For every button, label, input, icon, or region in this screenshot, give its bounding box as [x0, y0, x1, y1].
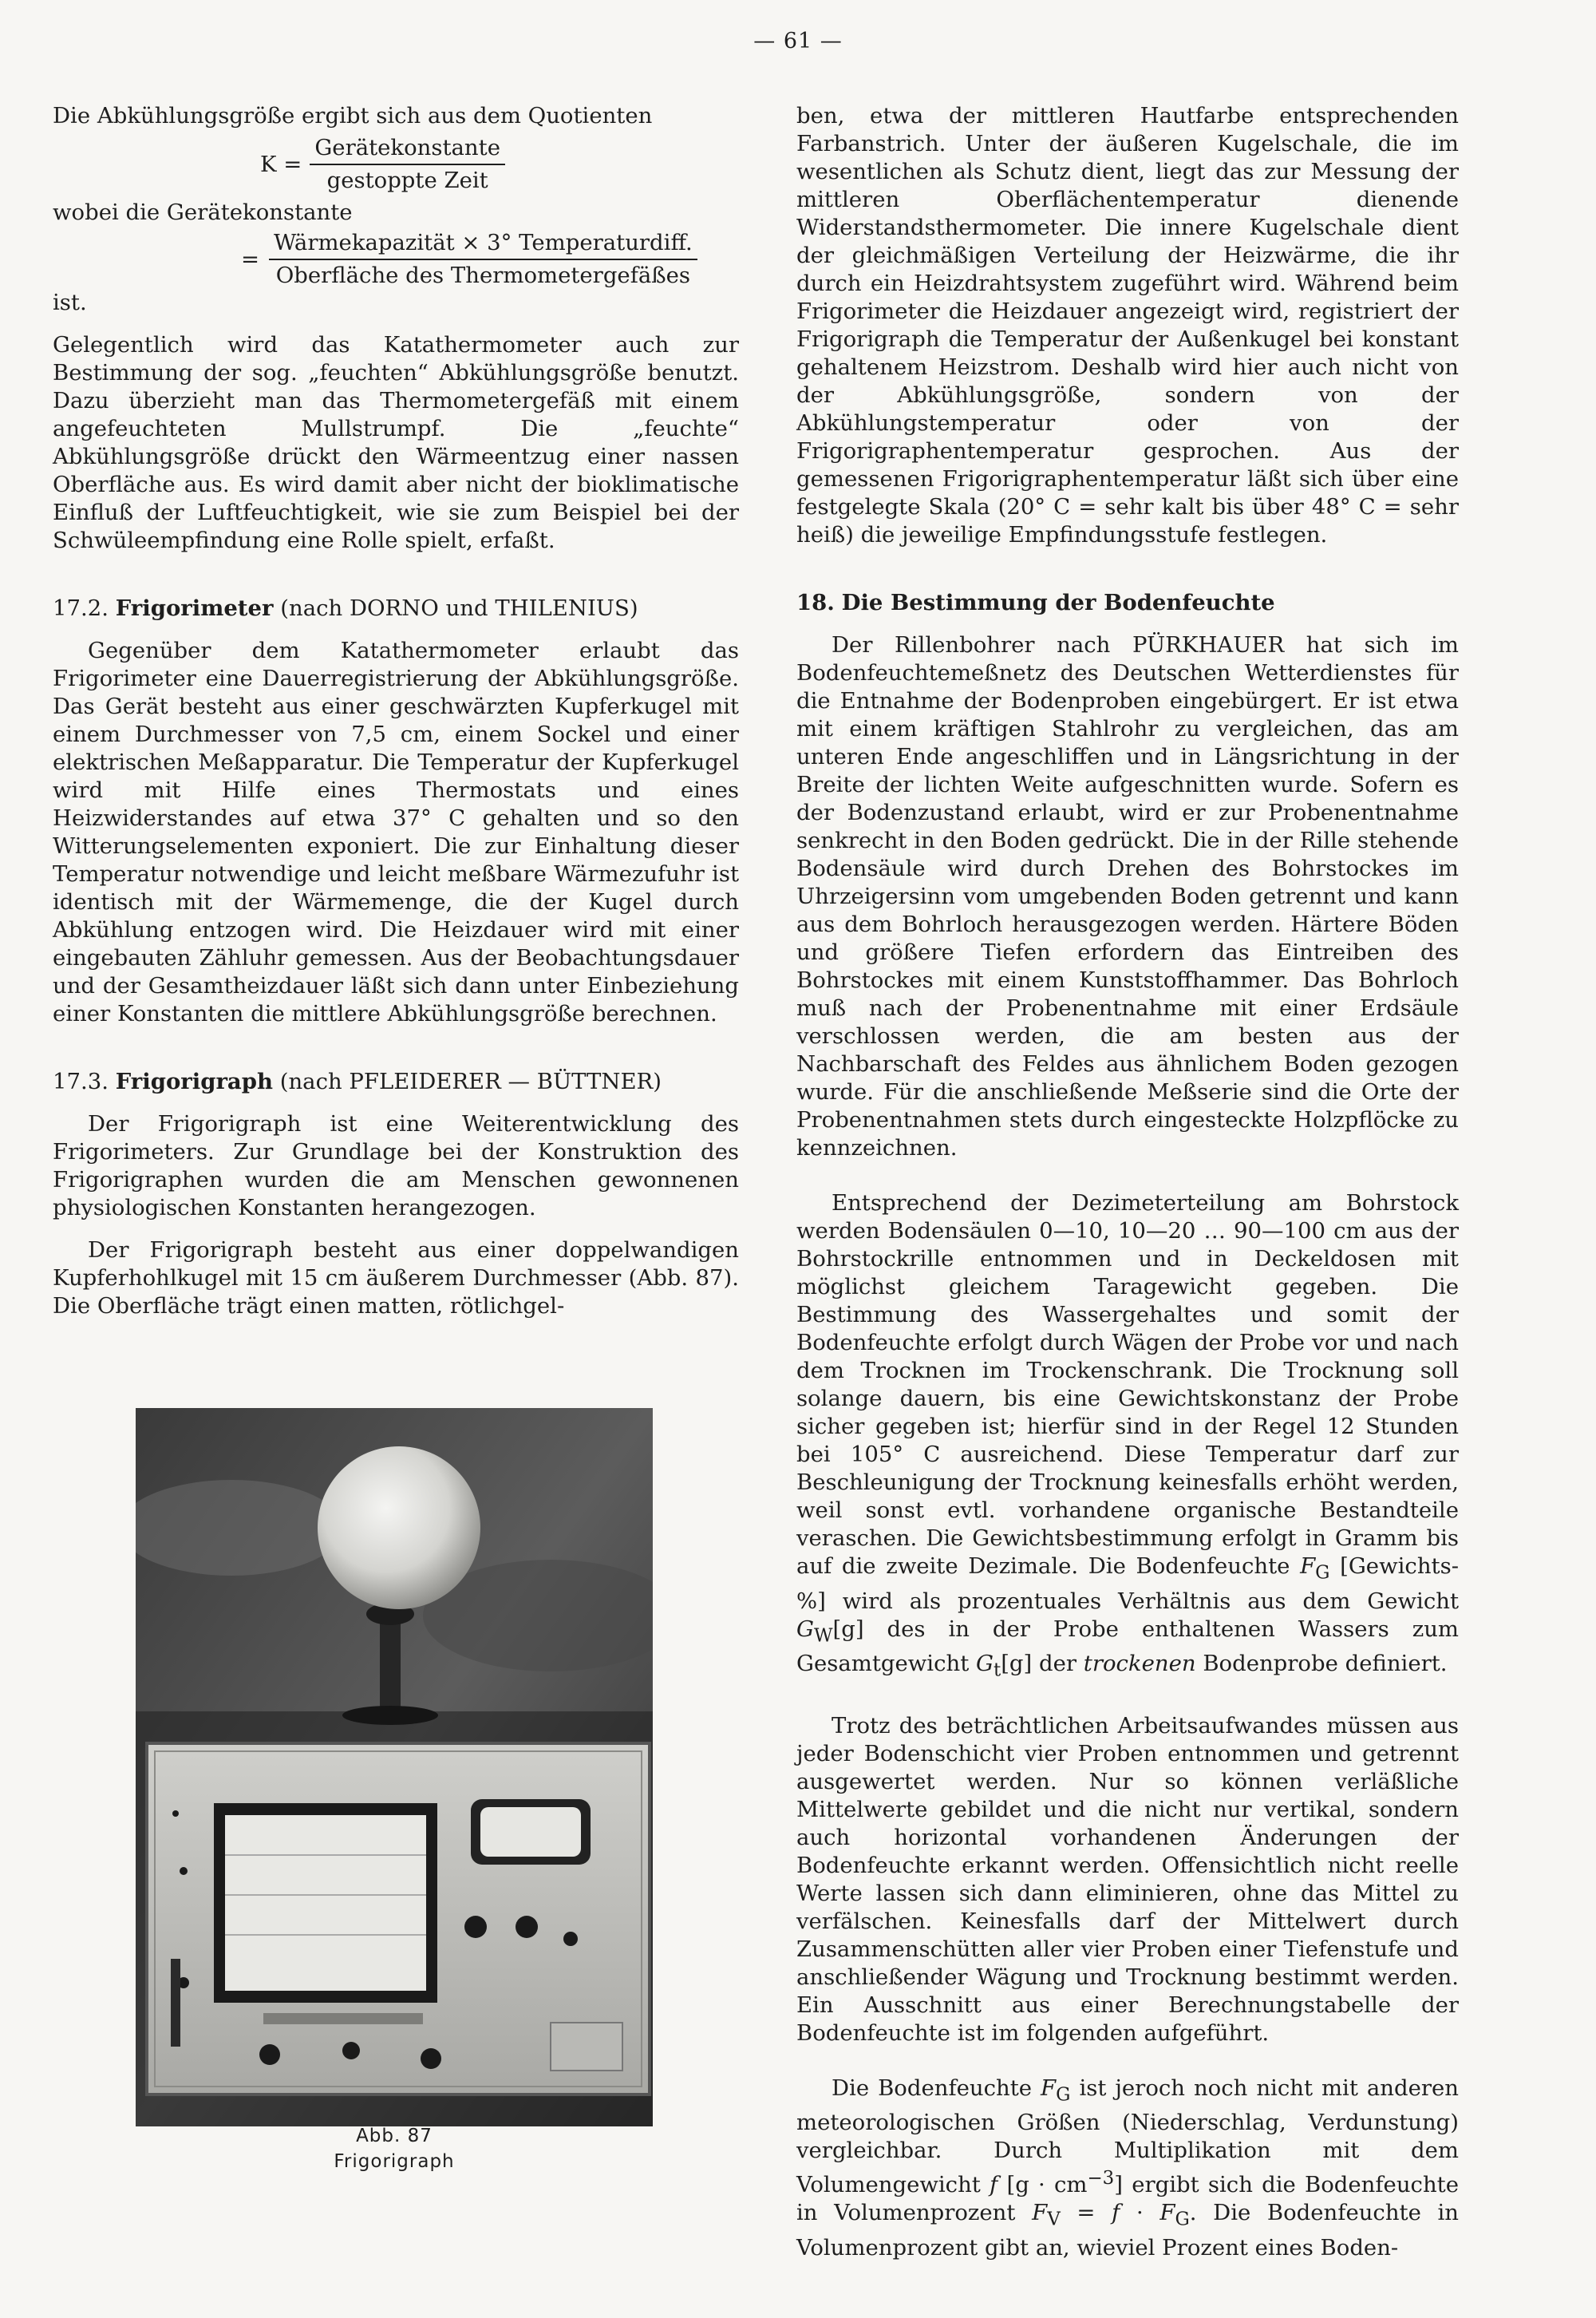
symbol: F	[1032, 2200, 1048, 2226]
symbol: G	[976, 1651, 994, 1676]
paragraph: Die Abkühlungsgröße ergibt sich aus dem Quotienten	[53, 103, 653, 129]
symbol-subscript: t	[993, 1659, 1001, 1681]
section-heading-17-2	[53, 595, 739, 623]
exponent: −3	[1087, 2168, 1115, 2189]
fraction	[310, 135, 505, 194]
symbol-subscript: G	[1315, 1562, 1330, 1584]
section-subtitle: (nach DORNO und THILENIUS)	[280, 595, 638, 621]
text-run: [Gewichts-%] wird als prozentuales Verhältnis aus dem Gewicht	[796, 1553, 1459, 1614]
operator: =	[1077, 2200, 1096, 2226]
section-heading-18	[796, 589, 1459, 617]
paragraph	[796, 1189, 1459, 1685]
section-number: 17.2.	[53, 595, 109, 621]
paragraph	[796, 2075, 1459, 2262]
page-number: — 61 —	[753, 29, 843, 53]
symbol: f	[1112, 2200, 1120, 2226]
formula-lhs: K =	[260, 151, 302, 177]
symbol: F	[1159, 2200, 1175, 2226]
text-run: ist jeroch noch nicht mit anderen meteorologischen Größen (Niederschlag, Verdunstung) vergleichbar. Durch Multiplikation mit dem Volumengewicht	[796, 2075, 1459, 2198]
paragraph: wobei die Gerätekonstante	[53, 200, 353, 225]
recorder-cabinet	[147, 1743, 650, 2095]
text-run: ] ergibt sich die Bodenfeuchte in Volumenprozent	[796, 2172, 1459, 2226]
paragraph: Gegenüber dem Katathermometer erlaubt das Frigorimeter eine Dauerregistrierung der Abkühlungsgröße. Das Gerät besteht aus einer geschwärzten Kupferkugel mit einem Durchmesser von 7,5 cm, einem Sockel und einer elektrischen Meßapparatur. Die Temperatur der Kupferkugel wird mit Hilfe eines Thermostats und eines Heizwiderstandes auf etwa 37° C gehalten und so den Witterungselementen exponiert. Die zur Einhaltung dieser Temperatur notwendige und leicht meßbare Wärmezufuhr ist identisch mit der Wärmemenge, die der Kugel durch Abkühlung entzogen wird. Die Heizdauer wird mit einer eingebauten Zähluhr gemessen. Aus der Beobachtungsdauer und der Gesamtheizdauer läßt sich dann unter Einbeziehung einer Konstanten die mittlere Abkühlungsgröße berechnen.	[53, 638, 739, 1026]
symbol-subscript: G	[1056, 2084, 1071, 2105]
section-subtitle: (nach PFLEIDERER — BÜTTNER)	[279, 1069, 662, 1094]
text-run: Entsprechend der Dezimeterteilung am Bohrstock werden Bodensäulen 0—10, 10—20 … 90—100 cm aus der Bohrstockrille entnommen und in Deckeldosen mit möglichst gleichem Taragewicht gegeben. Die Bestimmung des Wassergehaltes und somit der Bodenfeuchte erfolgt durch Wägen der Probe vor und nach dem Trocknen im Trockenschrank. Die Trocknung soll solange dauern, bis eine Gewichtskonstanz der Probe sicher gegeben ist; hierfür sind in der Regel 12 Stunden bei 105° C ausreichend. Diese Temperatur darf zur Beschleunigung der Trocknung keinesfalls erhöht werden, weil sonst evtl. vorhandene organische Bestandteile veraschen. Die Gewichtsbestimmung erfolgt in Gramm bis auf die zweite Dezimale. Die Bodenfeuchte	[796, 1190, 1459, 1579]
fraction	[269, 230, 697, 289]
section-number: 17.3.	[53, 1069, 109, 1094]
section-title: Frigorigraph	[115, 1069, 273, 1094]
text-run: [g] der	[1001, 1651, 1077, 1676]
left-column	[53, 102, 739, 1320]
frigorigraph-photo	[136, 1408, 653, 2126]
symbol: G	[796, 1616, 814, 1642]
symbol-subscript: V	[1047, 2209, 1061, 2230]
section-number: 18.	[796, 590, 835, 615]
fraction-numerator: Gerätekonstante	[310, 135, 505, 165]
text-run: . Die Bodenfeuchte in Volumenprozent gibt an, wieviel Prozent eines Boden-	[796, 2200, 1460, 2261]
fraction-denominator: gestoppte Zeit	[326, 168, 488, 193]
operator: ·	[1136, 2200, 1144, 2226]
paragraph: ben, etwa der mittleren Hautfarbe entsprechenden Farbanstrich. Unter der äußeren Kugelschale, die im wesentlichen als Schutz dient, liegt das zur Messung der mittleren Oberflächentemperatur dienende Widerstandsthermometer. Die innere Kugelschale dient der gleichmäßigen Verteilung der Heizwärme, die ihr durch ein Heizdrahtsystem zugeführt wird. Während beim Frigorimeter die Heizdauer angezeigt wird, registriert der Frigorigraph die Temperatur der Außenkugel bei konstant gehaltenem Heizstrom. Deshalb wird hier auch nicht von der Abkühlungsgröße, sondern von der Abkühlungstemperatur oder von der Frigorigraphentemperatur gesprochen. Aus der gemessenen Frigorigraphentemperatur läßt sich über eine festgelegte Skala (20° C = sehr kalt bis über 48° C = sehr heiß) die jeweilige Empfindungsstufe festlegen.	[796, 103, 1459, 548]
emphasis: trockenen	[1083, 1651, 1196, 1676]
paragraph: ist.	[53, 290, 87, 315]
formula-cooling-power	[260, 135, 739, 194]
text-run: Bodenprobe definiert.	[1203, 1651, 1448, 1676]
text-run: [g · cm	[1006, 2172, 1088, 2198]
formula-device-constant	[241, 230, 739, 289]
symbol-subscript: W	[813, 1625, 833, 1646]
right-column	[796, 102, 1459, 2262]
paragraph: Trotz des beträchtlichen Arbeitsaufwandes müssen aus jeder Bodenschicht vier Proben entnommen und getrennt ausgewertet werden. Nur so können verläßliche Mittelwerte gebildet und die nicht nur vertikal, sondern auch horizontal vorhandenen Änderungen der Bodenfeuchte erkannt werden. Offensichtlich nicht reelle Werte lassen sich dann eliminieren, ohne das Mittel zu verfälschen. Keinesfalls darf der Mittelwert durch Zusammenschütten aller vier Proben einer Tiefenstufe und anschließender Wägung und Trocknung bestimmt werden. Ein Ausschnitt aus einer Berechnungstabelle der Bodenfeuchte ist im folgenden aufgeführt.	[796, 1712, 1459, 2046]
text-run: [g] des in der Probe enthaltenen Wassers zum Gesamtgewicht	[796, 1616, 1459, 1676]
caption-figure-number: Abb. 87	[356, 2126, 433, 2146]
fraction-denominator: Oberfläche des Thermometergefäßes	[275, 263, 691, 288]
symbol-subscript: G	[1175, 2209, 1190, 2230]
caption-title: Frigorigraph	[334, 2151, 455, 2172]
figure-caption	[136, 2123, 653, 2174]
section-heading-17-3	[53, 1068, 739, 1096]
symbol: f	[990, 2172, 998, 2198]
paragraph: Der Frigorigraph besteht aus einer doppelwandigen Kupferhohlkugel mit 15 cm äußerem Durchmesser (Abb. 87). Die Oberfläche trägt einen matten, rötlichgel-	[53, 1237, 739, 1319]
text-run: Die Bodenfeuchte	[832, 2075, 1033, 2101]
fraction-numerator: Wärmekapazität × 3° Temperaturdiff.	[269, 230, 697, 260]
paragraph: Gelegentlich wird das Katathermometer auch zur Bestimmung der sog. „feuchten“ Abkühlungsgröße benutzt. Dazu überzieht man das Thermometergefäß mit einem angefeuchteten Mullstrumpf. Die „feuchte“ Abkühlungsgröße drückt den Wärmeentzug einer nassen Oberfläche aus. Es wird damit aber nicht der bioklimatische Einfluß der Luftfeuchtigkeit, wie sie zum Beispiel bei der Schwüleempfindung eine Rolle spielt, erfaßt.	[53, 332, 739, 553]
formula-lhs: =	[241, 246, 260, 272]
paragraph: Der Frigorigraph ist eine Weiterentwicklung des Frigorimeters. Zur Grundlage bei der Konstruktion des Frigorigraphen wurden die am Menschen gewonnenen physiologischen Konstanten herangezogen.	[53, 1111, 739, 1220]
symbol: F	[1041, 2075, 1057, 2101]
symbol: F	[1300, 1553, 1316, 1579]
paragraph: Der Rillenbohrer nach PÜRKHAUER hat sich im Bodenfeuchtemeßnetz des Deutschen Wetterdienstes für die Entnahme der Bodenproben eingebürgert. Er ist etwa mit einem kräftigen Stahlrohr zu vergleichen, das am unteren Ende angeschliffen und in Längsrichtung in der Breite der lichten Weite aufgeschnitten wurde. Sofern es der Bodenzustand erlaubt, wird er zur Probenentnahme senkrecht in den Boden gedrückt. Die in der Rille stehende Bodensäule wird durch Drehen des Bohrstockes im Uhrzeigersinn vom umgebenden Boden getrennt und kann aus dem Bohrloch herausgezogen werden. Härtere Böden und größere Tiefen erfordern das Eintreiben des Bohrstockes mit einem Kunststoffhammer. Das Bohrloch muß nach der Probenentnahme mit einer Erdsäule verschlossen werden, die am besten aus der Nachbarschaft des Feldes aus ähnlichem Boden gezogen wurde. Für die anschließende Meßserie sind die Orte der Probenentnahmen stets durch eingesteckte Holzpflöcke zu kennzeichnen.	[796, 632, 1459, 1161]
section-title: Frigorimeter	[115, 595, 274, 621]
section-title: Die Bestimmung der Bodenfeuchte	[841, 590, 1275, 615]
